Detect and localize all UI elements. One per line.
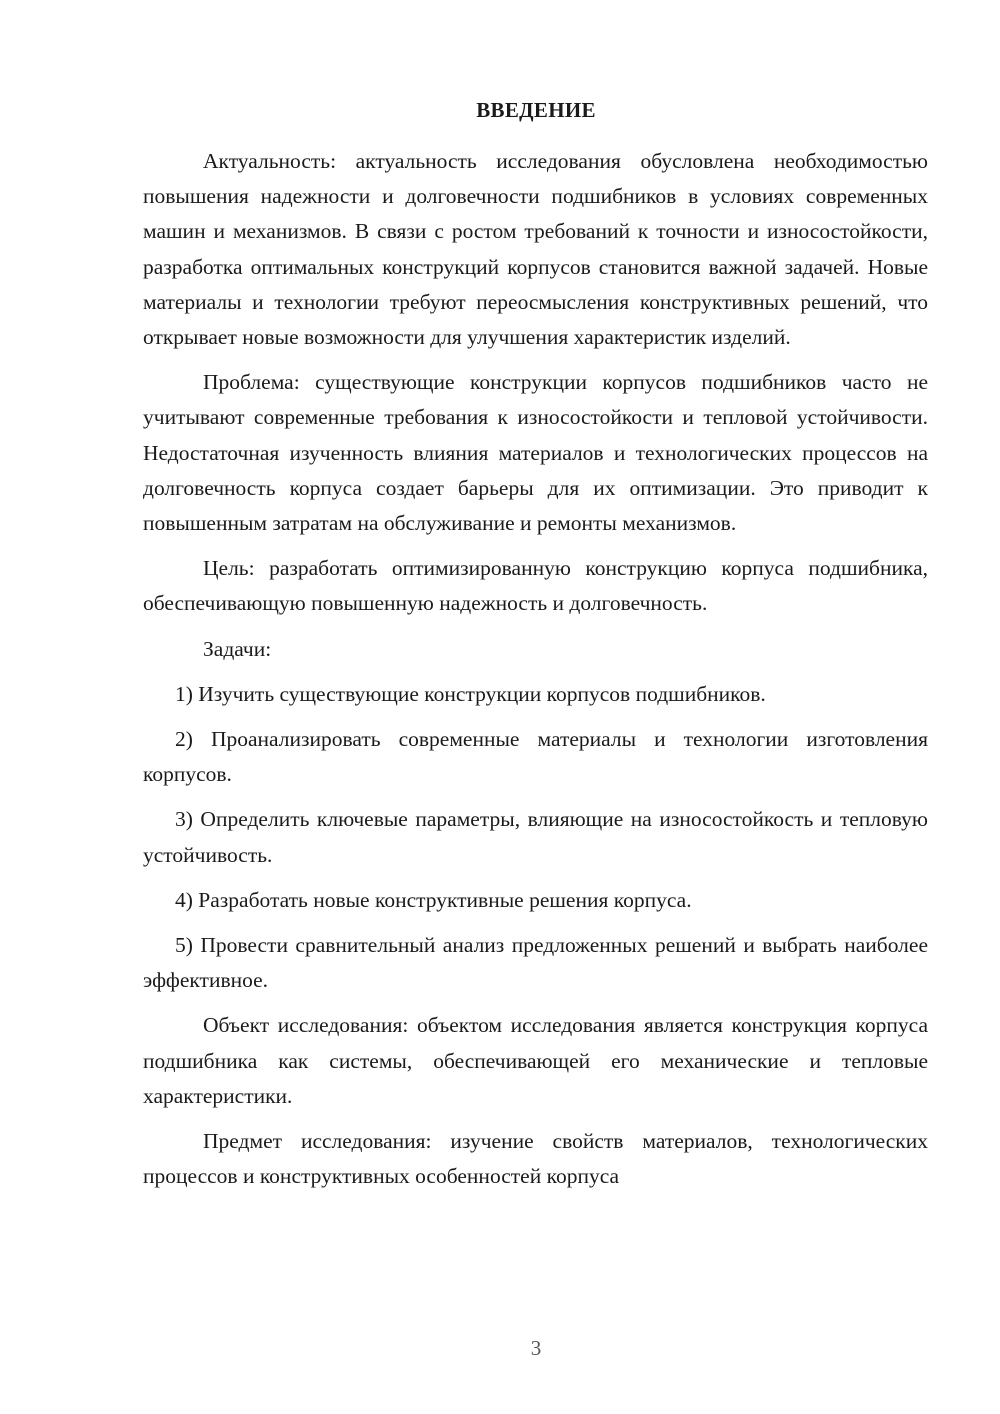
intro-text-block xyxy=(143,144,928,1194)
paragraph-goal: Цель: разработать оптимизированную конструкцию корпуса подшибника, обеспечивающую повышенную надежность и долговечность. xyxy=(143,556,928,616)
page-heading: ВВЕДЕНИЕ xyxy=(476,98,596,122)
task-item-4: 4) Разработать новые конструктивные решения корпуса. xyxy=(175,887,692,912)
paragraph-relevance: Актуальность: актуальность исследования обусловлена необходимостью повышения надежности и долговечности подшибников в условиях современных машин и механизмов. В связи с ростом требований к точности и износостойкости, разработка оптимальных конструкций корпусов становится важной задачей. Новые материалы и технологии требуют переосмысления конструктивных решений, что открывает новые возможности для улучшения характеристик изделий. xyxy=(143,149,928,350)
paragraph-tasks-heading: Задачи: xyxy=(203,636,272,661)
task-item-3: 3) Определить ключевые параметры, влияющие на износостойкость и тепловую устойчивость. xyxy=(143,807,928,867)
task-item-1: 1) Изучить существующие конструкции корпусов подшибников. xyxy=(175,681,766,706)
paragraph-object: Объект исследования: объектом исследования является конструкция корпуса подшибника как системы, обеспечивающей его механические и тепловые характеристики. xyxy=(143,1013,928,1108)
page-number: 3 xyxy=(530,1336,542,1360)
paragraph-subject: Предмет исследования: изучение свойств материалов, технологических процессов и конструктивных особенностей корпуса xyxy=(143,1129,928,1189)
task-item-2: 2) Проанализировать современные материалы и технологии изготовления корпусов. xyxy=(143,727,928,787)
paragraph-problem: Проблема: существующие конструкции корпусов подшибников часто не учитывают современные требования к износостойкости и тепловой устойчивости. Недостаточная изученность влияния материалов и технологических процессов на долговечность корпуса создает барьеры для их оптимизации. Это приводит к повышенным затратам на обслуживание и ремонты механизмов. xyxy=(143,370,928,536)
task-item-5: 5) Провести сравнительный анализ предложенных решений и выбрать наиболее эффективное. xyxy=(143,933,928,993)
